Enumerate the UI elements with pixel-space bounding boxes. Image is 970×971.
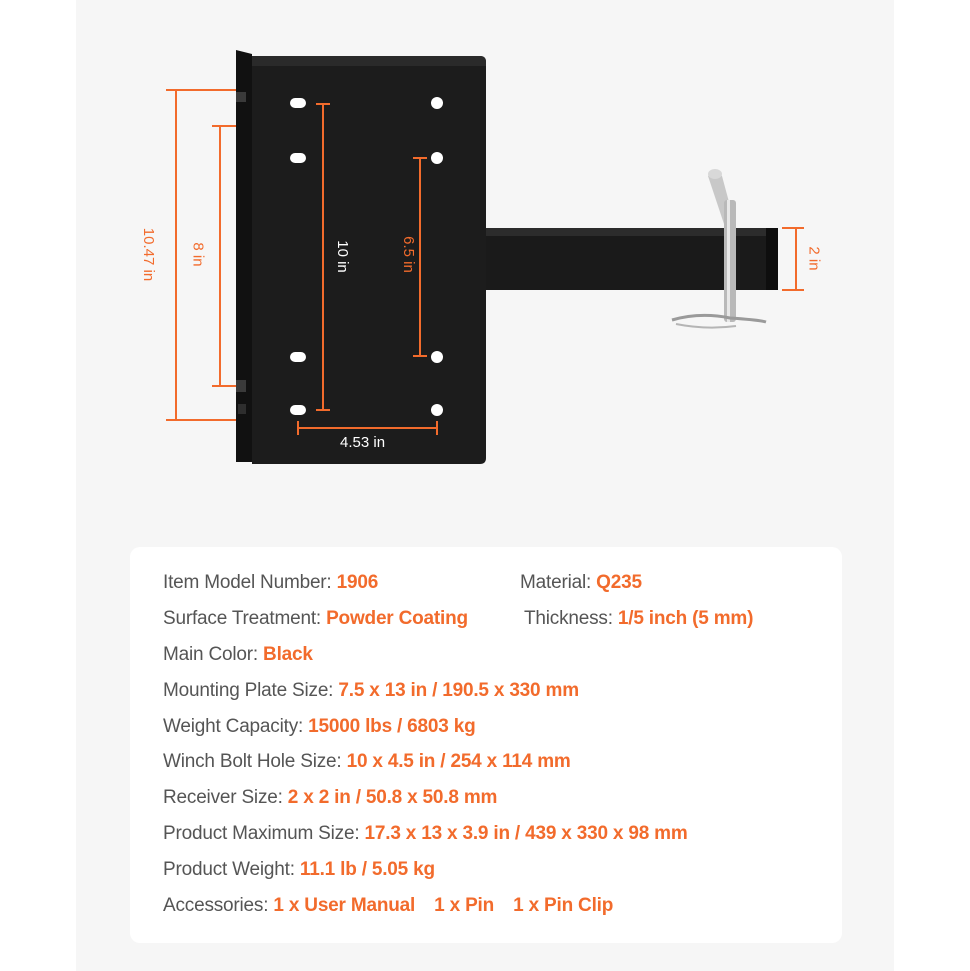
spec-value: 11.1 lb / 5.05 kg: [299, 859, 435, 880]
spec-value: 7.5 x 13 in / 190.5 x 330 mm: [338, 680, 579, 701]
spec-item-model-number: [163, 572, 378, 594]
spec-label: Material:: [520, 572, 592, 593]
accessory-item: 1 x Pin: [434, 895, 495, 916]
dim-bolt-horizontal: 4.53 in: [340, 434, 386, 451]
spec-accessories: [163, 895, 613, 917]
spec-label: Receiver Size:: [163, 787, 283, 808]
spec-value: 1906: [336, 572, 379, 593]
spec-label: Thickness:: [524, 608, 613, 629]
dim-bolt-vertical: 10 in: [333, 240, 351, 273]
spec-product-weight: [163, 859, 435, 881]
spec-surface-treatment: [163, 608, 468, 630]
spec-weight-capacity: [163, 716, 476, 738]
spec-receiver-size: [163, 787, 497, 809]
spec-main-color: [163, 644, 313, 666]
spec-label: Product Maximum Size:: [163, 823, 360, 844]
spec-value: 1/5 inch (5 mm): [617, 608, 754, 629]
spec-label: Weight Capacity:: [163, 716, 304, 737]
spec-value: Q235: [596, 572, 642, 593]
spec-value: 2 x 2 in / 50.8 x 50.8 mm: [287, 787, 498, 808]
spec-label: Mounting Plate Size:: [163, 680, 334, 701]
dim-total-height: 10.47 in: [140, 227, 158, 282]
spec-value: Black: [263, 644, 313, 665]
spec-product-maximum-size: [163, 823, 688, 845]
mounting-plate-flange: [236, 50, 252, 462]
accessory-item: 1 x Pin Clip: [513, 895, 614, 916]
spec-label: Main Color:: [163, 644, 258, 665]
spec-winch-bolt-hole-size: [163, 751, 571, 773]
spec-label: Winch Bolt Hole Size:: [163, 751, 342, 772]
spec-mounting-plate-size: [163, 680, 579, 702]
dim-receiver: 2 in: [805, 246, 823, 271]
spec-value: 17.3 x 13 x 3.9 in / 439 x 330 x 98 mm: [364, 823, 688, 844]
spec-label: Surface Treatment:: [163, 608, 321, 629]
spec-thickness: [524, 608, 753, 630]
spec-label: Item Model Number:: [163, 572, 332, 593]
dim-rail-height: 8 in: [189, 242, 207, 267]
spec-label: Product Weight:: [163, 859, 295, 880]
spec-card: [130, 547, 842, 943]
spec-material: [520, 572, 642, 594]
spec-value: Powder Coating: [326, 608, 468, 629]
dim-bolt-vertical-inner: 6.5 in: [399, 236, 417, 273]
spec-label: Accessories:: [163, 895, 269, 916]
accessory-item: 1 x User Manual: [273, 895, 416, 916]
spec-value: 15000 lbs / 6803 kg: [308, 716, 476, 737]
pin-clip: [672, 315, 766, 327]
spec-value: 10 x 4.5 in / 254 x 114 mm: [346, 751, 571, 772]
mounting-plate: [252, 56, 486, 464]
